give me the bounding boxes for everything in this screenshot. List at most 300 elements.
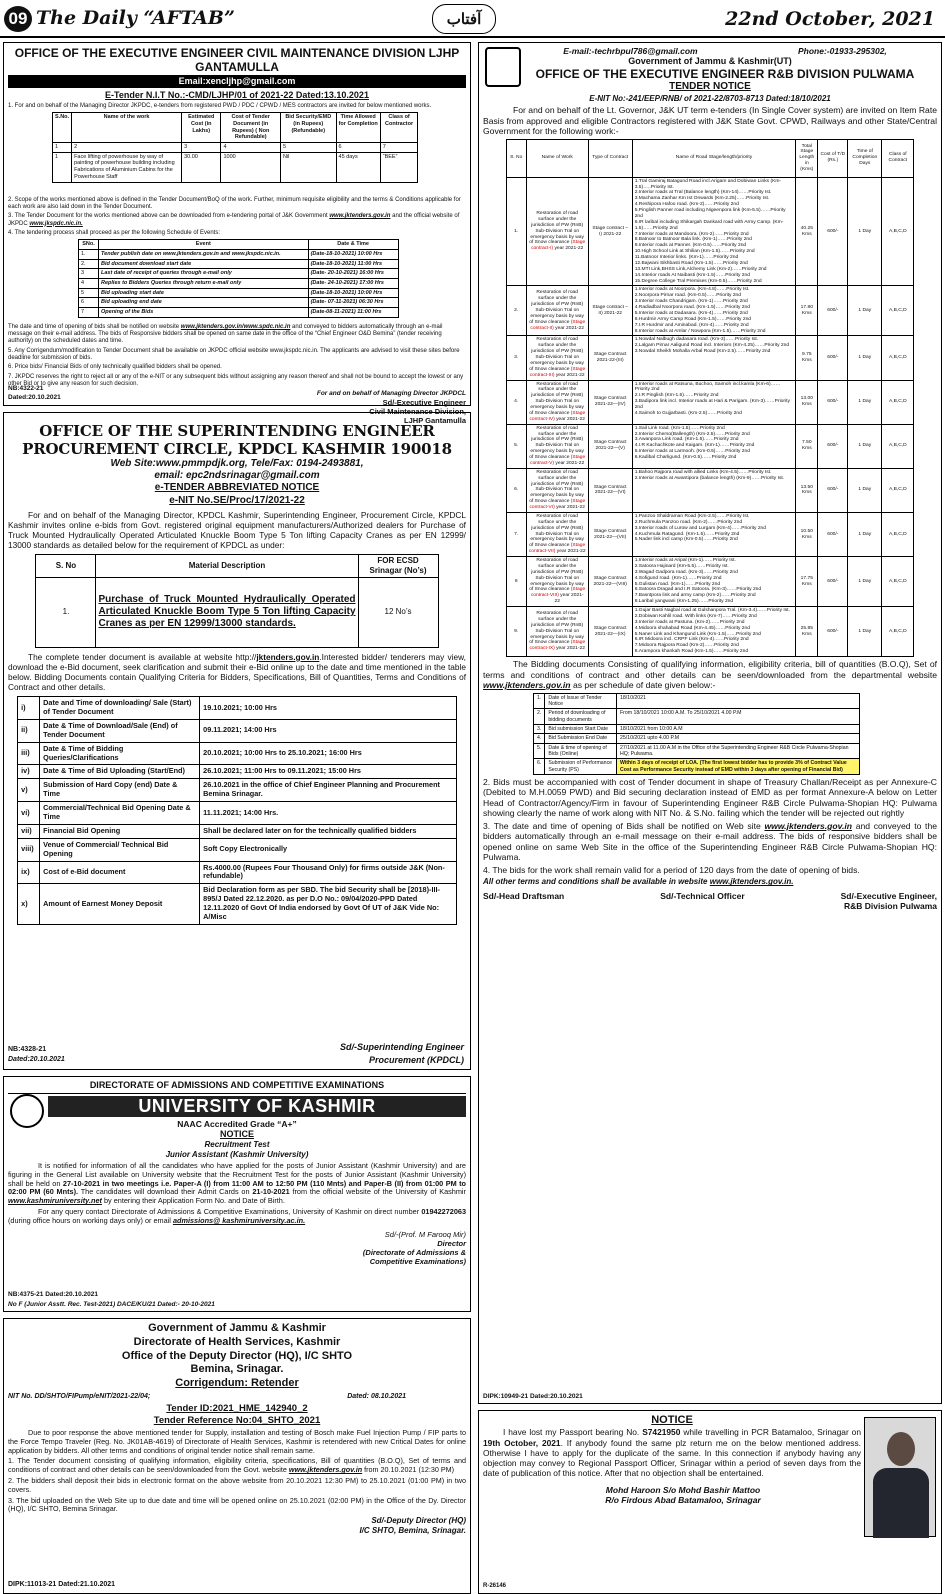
work-days: 1 Day: [848, 557, 882, 607]
signature-office: I/C SHTO, Bemina, Srinagar.: [359, 1525, 466, 1535]
work-length: 10.50 Kms: [796, 512, 818, 556]
cell: 7: [79, 308, 99, 318]
spdc-link[interactable]: www.jktenders.gov.in/www.spdc.nic.in: [180, 323, 291, 330]
col-sno: S.No.: [53, 113, 72, 143]
signature: Sd/-Executive Engineer: [382, 398, 466, 408]
work-days: 1 Day: [848, 336, 882, 380]
road-item: 14.Interior roads At Naibasti (Km-1.5)……Priority 2nd: [634, 272, 750, 278]
road-item: 7.Basntpora link and army camp (Km-2)……Priority 2nd: [634, 593, 756, 599]
email-link[interactable]: admissions@ kashmiruniversity.ac.in.: [172, 1216, 306, 1226]
work-length: 13.00 Kms: [796, 380, 818, 424]
file-number: No F (Junior Asstt. Rec. Test-2021) DACE/KU/21 Dated:- 20-10-2021: [8, 1301, 215, 1309]
ad-passport-notice: [478, 1410, 942, 1594]
work-type: Stage Contract 2021-22—(V): [588, 424, 632, 468]
text: 3. The Tender Document for the works mentioned above can be downloaded from e-tendering portal of J&K Government: [8, 213, 328, 220]
table-row: [506, 512, 914, 556]
col-emd: Bid Security/EMD (in Rupees) (Refundable): [280, 113, 336, 143]
cell: 09.11.2021; 14:00 Hrs: [200, 719, 457, 742]
jktenders-link[interactable]: www.jktenders.gov.in: [288, 1465, 363, 1475]
cell: Venue of Commercial/ Technical Bid Opening: [40, 838, 200, 861]
test-name: Recruitment Test: [204, 1140, 270, 1150]
num: 5: [280, 143, 336, 153]
work-suffix: year 2021-22: [553, 325, 584, 331]
road-item: 6.Kadibal Charligund. (Km-0.5)……Priority 2nd: [634, 455, 737, 461]
num: 7: [380, 143, 418, 153]
jktenders-link[interactable]: www.jktenders.gov.in.: [709, 877, 794, 887]
para-2: 2. The bidders shall deposit their bids in electronic format on the above website from 20.10.2021 12:30 PM) to 25.10.2021 (01:00 PM) in two covers.: [8, 1475, 466, 1494]
work-type: Stage Contract 2021-22—(IX): [588, 607, 632, 657]
passport-number: S7421950: [642, 1427, 681, 1438]
text: 3. The date and time of opening of Bids shall be notified on Web site: [483, 820, 765, 831]
work-sno: 8: [506, 557, 526, 607]
text: . If anybody found the same plz return me on the below mentioned address. Otherwise I have to apply for the duplicate of the same. In this connection if anybody having any objection may convey to Regional Passport Officer, Srinagar within a period of seven days from the date of publication of this notice. After that no objection shall be entertained.: [483, 1437, 862, 1479]
cell: vii): [18, 824, 40, 838]
cell: Last date of receipt of queries through e-mail only: [99, 269, 309, 279]
ad-kpdcl-procurement: [3, 412, 471, 1070]
road-item: 2.I.R Pinglish (Km-1.5)……Priority 2nd: [634, 393, 719, 399]
notice-title: NOTICE: [651, 1414, 693, 1426]
table-row: [534, 743, 860, 759]
notice-body: [483, 1427, 861, 1478]
signature-technical: Sd/-Technical Officer: [660, 891, 745, 902]
cell: (Date-18-10-2021) 10:00 Hrs: [308, 288, 398, 298]
work-cost: 600/-: [818, 424, 848, 468]
work-sno: 5.: [506, 424, 526, 468]
jktenders-link[interactable]: www.jktenders.gov.in: [764, 820, 853, 831]
work-class: A,B,C,D: [882, 468, 914, 512]
test-schedule: 27-10-2021 in two meetings i.e. Paper-A (I) from 11:00 AM to 12:50 PM (110 Mnts) and Paper-B (II) from 01:00 PM to 02:00 PM (60 Mnts).: [8, 1178, 466, 1197]
road-item: 9.Interior roads at Panner. (Km-0.5)……Priority 2nd: [634, 243, 747, 249]
work-sno: 4.: [506, 380, 526, 424]
col-date: Date & Time: [308, 240, 398, 250]
corrigendum: Corrigendum: Retender: [175, 1377, 299, 1389]
events-head: [79, 240, 399, 250]
road-item: 3.Badipora link incl. Interior roads at Hari & Parigam. (Km-3)……Priority 2nd: [634, 399, 790, 411]
road-item: 11.Batnoor Interior links. (Km-1)……Priority 2nd: [634, 255, 739, 261]
intro: For and on behalf of the Managing Director, KPDCL Kashmir, Superintending Engineer, Procurement Circle, KPDCL Kashmir invites online e-bids from Govt. registered original equipment manufacturers/Authorized dealers for Purchase of Truck Mounted Hydraulically Operated Articulated Knuckle Boom Type 5 Ton lifting Capacity Cranes as per EN 12999/ 13000 standards as detailed below for the requirement of KPDCL as under:: [8, 509, 466, 551]
work-class: A,B,C,D: [882, 607, 914, 657]
cell: 25/10/2021 upto 4.00 P.M: [616, 734, 859, 743]
col-cost: Estimated Cost (in Lakhs): [182, 113, 221, 143]
work-sno: 1.: [506, 177, 526, 286]
cell: Amount of Earnest Money Deposit: [40, 884, 200, 925]
num: 3: [182, 143, 221, 153]
col-sno: S. No: [506, 139, 526, 177]
table-row: [506, 557, 914, 607]
cell: Bid Submission End Date: [545, 734, 617, 743]
text: by entering their Application Form No. and Date of Birth.: [101, 1196, 285, 1206]
road-item: 7.Midoora Rajpora Road (Km-2)……Priority 2nd: [634, 643, 739, 649]
work-days: 1 Day: [848, 286, 882, 336]
cell: 4.: [534, 734, 545, 743]
phone-number: 01942272063: [421, 1207, 466, 1217]
work-stage: (Stage contract-V): [530, 455, 586, 466]
cell: 4: [79, 278, 99, 288]
cell: v): [18, 779, 40, 802]
nit-date: Dated: 08.10.2021: [347, 1392, 406, 1400]
cell: Bid uploading start date: [99, 288, 309, 298]
ad-email: Email:xencljhp@gmail.com: [8, 75, 466, 88]
work-table: [52, 112, 418, 182]
col-type: Type of Contract: [588, 139, 632, 177]
signature: Sd/-Superintending Engineer: [339, 1042, 464, 1053]
col-class: Class of Contract: [882, 139, 914, 177]
road-item: 4.Kuchmula Ratagund. (Km-1.5)……Priority 2nd: [634, 531, 740, 537]
cell: iii): [18, 742, 40, 765]
cell: (Date-08-11-2021) 11:00 Hrs: [308, 308, 398, 318]
cell: Bid uploading end date: [99, 298, 309, 308]
work-name: [526, 177, 588, 286]
nit-line: [8, 1393, 466, 1402]
signature-office: (Directorate of Admissions &: [362, 1248, 466, 1258]
cell: vi): [18, 802, 40, 825]
signature-title: Director: [437, 1239, 466, 1249]
work-name: [526, 336, 588, 380]
cell: Opening of the Bids: [99, 308, 309, 318]
road-item: 1.Interior roads at Ratsuna, Buchoo, Saimoh incl.kamla (Km-6)……Priority 2nd: [634, 381, 781, 393]
work-class: A,B,C,D: [882, 336, 914, 380]
work-name: [526, 557, 588, 607]
table-row: [18, 697, 457, 720]
cell: 2.: [534, 709, 545, 725]
signature-office: R&B Division Pulwama: [843, 901, 937, 912]
road-item: 3.Interior roads Chandrigam. (Km-1)……Priority 2nd: [634, 299, 748, 305]
road-item: 5.Gulistan road. (Km-1)……Priority 2nd: [634, 581, 721, 587]
cell: ii): [18, 719, 40, 742]
work-suffix: year 2021-22: [553, 246, 584, 252]
nit-number: E-NIT No:-241/EEP/RNB/ of 2021-22/8703-8713 Dated:18/10/2021: [589, 93, 831, 103]
dates-table: [533, 693, 860, 775]
road-item: 2.Interior roads at Tral (Balance length) (Km-14)……Priority Ist.: [634, 190, 772, 196]
work-class: A,B,C,D: [882, 286, 914, 336]
cell: Nil: [280, 152, 336, 182]
road-item: 1.Panzoo Shaldraman Road (Km-2.5)……Priority Ist.: [634, 513, 750, 519]
road-item: 3.Machama Zanhar Km Ist Onwards (Km-2.25)……Priority Ist.: [634, 196, 770, 202]
ad-title: OFFICE OF THE SUPERINTENDING ENGINEER: [39, 422, 435, 440]
work-roads: [632, 424, 796, 468]
work-type: Stage Contract 2021-22—(VII): [588, 512, 632, 556]
col-roads: Name of Road Stage/length/priority: [632, 139, 796, 177]
para-2: [8, 1208, 466, 1226]
work-length: 17.80 Kms: [796, 286, 818, 336]
nb-date: Dated:20.10.2021: [8, 394, 61, 402]
ad-directorate: Directorate of Health Services, Kashmir: [133, 1335, 341, 1348]
work-days: 1 Day: [848, 607, 882, 657]
work-stage: (Stage contract-VIII): [530, 587, 586, 599]
ref-number: R-26146: [483, 1582, 507, 1589]
government: Government of Jammu & Kashmir(UT): [628, 56, 792, 67]
road-item: 10.High School Link at Shilian (Km-1.5)……Priority 2nd: [634, 249, 755, 255]
work-sno: 2.: [506, 286, 526, 336]
road-item: 2.Interior Cherso(Ballength) (Km-2.5)……Priority 2nd: [634, 431, 750, 437]
dipk-number: DIPK:11013-21 Dated:21.10.2021: [8, 1581, 116, 1589]
road-item: 4.Midoora shahabad Road (Km-4.45)……Priority 2nd: [634, 625, 750, 631]
work-stage: (Stage contract-VII): [528, 543, 586, 555]
nb-number: NB:4375-21 Dated:20.10.2021: [8, 1291, 98, 1299]
university-seal-icon: [10, 1094, 44, 1128]
col-event: Event: [99, 240, 309, 250]
ad-place: Bemina, Srinagar.: [190, 1363, 284, 1376]
road-item: 3.Nowdal Sheikh Mohalla Arbal Road (Km-2.5)……Priority 2nd: [634, 349, 771, 355]
table-row: [18, 838, 457, 861]
work-prefix: Restoration of road surface under the jurisdiction of PW (RnB) Sub-Division Tral on emergency basis by way of Snow clearance: [529, 290, 584, 325]
para-6: 5. Any Corrigendum/modification to Tender Document shall be available on JKPDC official website www.jkspdc.nic.in. The applicants are advised to visit these sites before deadline for submission of bids.: [8, 347, 460, 362]
work-length: 9.75 Kms: [796, 336, 818, 380]
cell: Face lifting of powerhouse by way of painting of powerhouse building including Fabrications of Aluminium Cabins for the Powerhouse Staff: [72, 152, 182, 182]
work-prefix: Restoration of road surface under the jurisdiction of PW (RnB) Sub-Division Tral on emergency basis by way of Snow clearance: [529, 611, 584, 646]
post-name: Junior Assistant (Kashmir University): [165, 1150, 309, 1160]
cell: 3: [79, 269, 99, 279]
table-row: [534, 693, 860, 709]
table-row: [534, 759, 860, 775]
road-item: 1.Sail Link road. (Km-1.5)……Priority 2nd: [634, 425, 725, 431]
signature-office: Procurement (KPDCL): [368, 1055, 464, 1066]
num: 6: [336, 143, 380, 153]
cell: From 18/10/2021 10:00 A.M. To 25/10/2021 4.00 P.M: [616, 709, 859, 725]
work-length: 17.75 Kms: [796, 557, 818, 607]
material-table: [35, 554, 438, 648]
table-row: [506, 286, 914, 336]
road-item: 12.Bajwani Sikhbasti Road (Km-1.5)……Priority 2nd: [634, 260, 748, 266]
text: from the official website of the University of Kashmir: [289, 1187, 466, 1197]
work-class: A,B,C,D: [882, 177, 914, 286]
col-sno: S. No: [36, 555, 96, 578]
work-type: Stage Contract 2021-22-(III): [588, 336, 632, 380]
work-cost: 600/-: [818, 557, 848, 607]
text: The Bidding documents Consisting of qualifying information, eligibility criteria, bill of quantities (B.O.Q), Set of terms and conditions of contract and other details can be seen/downloaded from the departmental website: [483, 659, 937, 680]
notice-title: NOTICE: [219, 1129, 254, 1140]
cell: Period of downloading of bidding documents: [545, 709, 617, 725]
work-prefix: Restoration of road surface under the jurisdiction of PW (RnB) Sub-Division Tral on emergency basis by way of Snow clearance: [529, 337, 584, 372]
applicant-address: R/o Firdous Abad Batamaloo, Srinagar: [605, 1495, 761, 1506]
work-roads: [632, 468, 796, 512]
table-row: [79, 249, 399, 259]
signature-engineer: Sd/-Executive Engineer,: [840, 891, 937, 902]
para-3: [483, 821, 937, 863]
cell: (Date-18-10-2021) 10:00 Hrs: [308, 249, 398, 259]
work-stage: (Stage contract-VI): [529, 499, 586, 511]
table-row: [534, 734, 860, 743]
para-1: [8, 1457, 466, 1475]
work-type: Stage contract – I) 2021-22: [588, 177, 632, 286]
newspaper-name: The Daily “AFTAB”: [36, 7, 235, 29]
signature-office-2: Competitive Examinations): [369, 1257, 466, 1267]
road-item: 2.Ruchmula Panzoo road. (Km-2)……Priority 2nd: [634, 519, 743, 525]
text: from 20.10.2021 (12:30 PM): [362, 1465, 455, 1475]
works-table: [506, 139, 915, 657]
text: All other terms and conditions shall be available in website: [483, 877, 710, 887]
events-body: [79, 249, 399, 317]
work-prefix: Restoration of road surface under the jurisdiction of PW (RnB) Sub-Division Tral on emergency basis by way of Snow clearance: [529, 381, 584, 416]
ad-ljhp-tender: [3, 42, 471, 426]
work-cost: 600/-: [818, 336, 848, 380]
cell: Financial Bid Opening: [40, 824, 200, 838]
cell: 1.: [36, 577, 96, 647]
cell: Cost of e-Bid document: [40, 861, 200, 884]
table-row: [36, 577, 438, 647]
jktenders-link[interactable]: www.jktenders.gov.in: [329, 213, 391, 220]
para-7: 6. Price bids/ Financial Bids of only technically qualified bidders shall be opened.: [8, 364, 222, 371]
cell: viii): [18, 838, 40, 861]
ad-title: Government of Jammu & Kashmir: [148, 1322, 326, 1334]
dates-body: [534, 693, 860, 774]
road-item: 4.Radiadbal Noorpora road. (Km-1.5)……Priority 2nd: [634, 305, 750, 311]
jkspdc-link[interactable]: www.jkspdc.nic.in.: [29, 220, 83, 227]
work-roads: [632, 336, 796, 380]
table-row: [18, 765, 457, 779]
cell: 1000: [221, 152, 280, 182]
table-row: [18, 884, 457, 925]
signature: Sd/-Deputy Director (HQ): [371, 1516, 466, 1526]
ad-rnb-pulwama: [478, 42, 942, 1404]
para-8: 7. JKPDC reserves the right to reject all or any of the e-NIT or any subsequent bids without assigning any reason thereof and shall not be bound to accept the lowest or any other Bid or to give any reason for such decision.: [8, 373, 464, 387]
ad-university-notice: [3, 1076, 471, 1312]
col-days: Time of Completion Days: [848, 139, 882, 177]
work-name: [526, 512, 588, 556]
text: and conveyed to bidders automatically through an e-mail message on their e-mail address. The bids of Responsive bidders shall be opened on same date in the office of the “Chief Engineer O&D Bemina” (tender receiving authority) on the scheduled dates and time.: [8, 323, 443, 345]
newspaper-logo: آفتاب: [432, 4, 496, 34]
office-title: OFFICE OF THE EXECUTIVE ENGINEER R&B DIVISION PULWAMA: [535, 67, 915, 82]
bidding-para: [483, 659, 937, 690]
events-table: [78, 239, 399, 318]
cell: Date & time of opening of Bids (Online): [545, 743, 617, 759]
table-row: [79, 278, 399, 288]
jktenders-link[interactable]: www.jktenders.gov.in: [483, 680, 571, 691]
work-sno: 3.: [506, 336, 526, 380]
text: 1. The Tender document consisting of qualifying information, eligibility criteria, specifications, Bill of quantities (B.O.Q), Set of terms and conditions of contract and other details can be seen/downloaded from the Govt. website: [8, 1456, 466, 1475]
jktenders-link[interactable]: jktenders.gov.in: [256, 651, 320, 662]
work-stage: (Stage contract-II): [530, 319, 586, 331]
ad-title: OFFICE OF THE EXECUTIVE ENGINEER CIVIL MAINTENANCE DIVISION LJHP GANTAMULLA: [14, 46, 460, 74]
para-4: 4. The bids for the work shall remain valid for a period of 120 days from the date of opening of bids.: [483, 864, 860, 875]
work-class: A,B,C,D: [882, 512, 914, 556]
work-length: 13.50 Kms: [796, 468, 818, 512]
admit-date: 21-10-2021: [252, 1187, 290, 1197]
work-length: 40.25 Kms: [796, 177, 818, 286]
cell: Within 3 days of receipt of LOA. (The first lowest bidder has to provide 3% of Contract Value Cost as Performance Security instead of EMD within 3 days after opening of Financial Bid): [616, 759, 859, 775]
col-length: Total Stage Length in (Kms): [796, 139, 818, 177]
para-5: [483, 877, 937, 887]
cell: i): [18, 697, 40, 720]
work-cost: 600/-: [818, 607, 848, 657]
road-item: 6.IR laribal including Shikargah Dankard road with Army Camp. (Km-1.5)……Priority 2nd: [634, 219, 784, 231]
road-item: 3.Interior roads of Lurow and Lurgam (Km-4)……Priority 2nd: [634, 525, 766, 531]
cell: (Date- 20-10-2021) 16:00 Hrs: [308, 269, 398, 279]
cell: 18/10/2021: [616, 693, 859, 709]
cell: Date & Time of Download/Sale (End) of Tender Document: [40, 719, 200, 742]
road-item: 1.Gujar Basti Nagbal road at Gulshanpora Tral. (Km-3.4)……Priority Ist.: [634, 608, 790, 614]
cell: Bid submission Start Date: [545, 724, 617, 733]
signatures: [483, 891, 937, 901]
road-item: 8.Batnoor to Batnoor Bala link. (Km-1)……Priority 2nd: [634, 237, 752, 243]
issue-date: 22nd October, 2021: [725, 8, 935, 30]
road-item: 5.Nader link incl camp (Km-0.5)……Priority 2nd: [634, 537, 738, 543]
work-sno: 9.: [506, 607, 526, 657]
cell: ix): [18, 861, 40, 884]
tender-ref: Tender Reference No:04_SHTO_2021: [153, 1415, 321, 1427]
work-suffix: year 2021-22: [554, 593, 584, 605]
applicant-name: Mohd Haroon S/o Mohd Bashir Mattoo: [605, 1484, 761, 1495]
cell: 6: [79, 298, 99, 308]
text: It is notified for information of all the candidates who have applied for the posts of Junior Assistant (Kashmir University) and are figuring in the General List available on University website that the Recruitment Test for the posts of Junior Assistant (Kashmir University) shall be held on: [8, 1160, 466, 1188]
work-stage: (Stage contract-IV): [529, 410, 586, 422]
cell: 2.: [79, 259, 99, 269]
university-name: UNIVERSITY OF KASHMIR: [48, 1096, 466, 1117]
photo-body-shape: [873, 1468, 929, 1538]
work-stage: (Stage contract-I): [531, 240, 586, 252]
road-item: 4.Saimoh to Gujjarbasti. (Km-2.5)……Priority 2nd: [634, 410, 742, 416]
col-cost: Cost of T/D (Rs.): [818, 139, 848, 177]
table-row: [79, 308, 399, 318]
para-1: [8, 1162, 466, 1206]
para-1: 1. For and on behalf of the Managing Director JKPDC, e-tenders from registered PWD / PDC / CPWD / MES contractors are invited for below mentioned works.: [8, 102, 432, 109]
road-item: 4.Sofigund road. (Km-1)……Priority 2nd: [634, 575, 722, 581]
work-sno: 6.: [506, 468, 526, 512]
road-item: 1.Nowdal Nalbugh dadasara road. (Km-3)……Priority Ist.: [634, 337, 759, 343]
road-item: 1.Interior roads at Aripal (Km-1)……Priority Ist.: [634, 558, 736, 564]
cell: (Date- 07-11-2021) 06:30 Hrs: [308, 298, 398, 308]
table-row: [18, 779, 457, 802]
road-item: 13.MTI Link,BHSS Link,Alchemy Link (Km-2)……Priority 2nd: [634, 266, 767, 272]
schedule-body: [18, 697, 457, 925]
para-2: [8, 652, 466, 692]
col-doc: Cost of Tender Document (in Rupees) ( Non Refundable): [221, 113, 280, 143]
work-prefix: Restoration of road surface under the jurisdiction of PW (RnB) Sub-Division Tral on emergency basis by way of Snow clearance: [529, 211, 584, 246]
work-days: 1 Day: [848, 177, 882, 286]
work-name: [526, 468, 588, 512]
ad-health-services: [3, 1318, 471, 1594]
road-item: 7.Interior roads at Mandoora. (Km-2)……Priority 2nd: [634, 231, 749, 237]
cell: Date of Issue of Tender Notice: [545, 693, 617, 709]
work-cost: 600/-: [818, 286, 848, 336]
nb-date: Dated:20.10.2021: [8, 1056, 65, 1064]
para-3: 3. The bid uploaded on the Web Site up to due date and time will be opened online on 25.10.2021 (02:00 PM) in the Office of the Dy. Director (HQ), I/C SHTO, Bemina Srinagar.: [8, 1495, 466, 1514]
road-item: 5.Naner Link and Khangund Link (Km-1.5)……Priority 2nd: [634, 631, 761, 637]
road-item: 4.Reshipora Hafoo road. (Km-2)……Priority 2nd: [634, 202, 739, 208]
col-sno: SNo.: [79, 240, 99, 250]
cell: 30.00: [182, 152, 221, 182]
work-table-nums: [53, 143, 418, 153]
table-row: [53, 152, 418, 182]
loss-date: 19th October, 2021: [483, 1437, 561, 1448]
num: 1: [53, 143, 72, 153]
work-days: 1 Day: [848, 512, 882, 556]
table-row: [506, 607, 914, 657]
contact-phone: Phone:-01933-295302,: [797, 46, 887, 56]
directorate: DIRECTORATE OF ADMISSIONS AND COMPETITIVE EXAMINATIONS: [8, 1080, 466, 1094]
tender-notice: TENDER NOTICE: [669, 81, 751, 93]
work-cost: 600/-: [818, 512, 848, 556]
num: 2: [72, 143, 182, 153]
work-suffix: year 2021-22: [554, 505, 585, 511]
work-class: A,B,C,D: [882, 380, 914, 424]
work-name: [526, 424, 588, 468]
work-suffix: year 2021-22: [554, 460, 585, 466]
work-roads: [632, 512, 796, 556]
text: as per schedule of date given below:-: [570, 680, 716, 691]
text: I have lost my Passport bearing No.: [503, 1427, 643, 1438]
road-item: 2.Satoora Hajinard (Km-5.5)……Priority Ist.: [634, 563, 729, 569]
cell: Shall be declared later on for the technically qualified bidders: [200, 824, 457, 838]
text: The candidates will download their Admit Cards on: [78, 1187, 253, 1197]
road-item: 3.Awanpora Link road. (Km-1.5)……Priority 2nd: [634, 437, 739, 443]
road-item: 6.Hurdmir Army Camp Road (Km-1.5)……Priority 2nd: [634, 316, 752, 322]
work-prefix: Restoration of road surface under the jurisdiction of PW (RnB) Sub-Division Tral on emergency basis by way of Snow clearance: [529, 513, 584, 549]
contact-email: E-mail:-techrbpul786@gmail.com: [563, 46, 698, 56]
text: and the official website of JKPDC: [8, 213, 460, 227]
road-item: 1.Bahoo Rajpora road with allied Links (Km-4.5)……Priority Ist.: [634, 469, 772, 475]
university-link[interactable]: www.kashmiruniversity.net: [8, 1196, 102, 1206]
